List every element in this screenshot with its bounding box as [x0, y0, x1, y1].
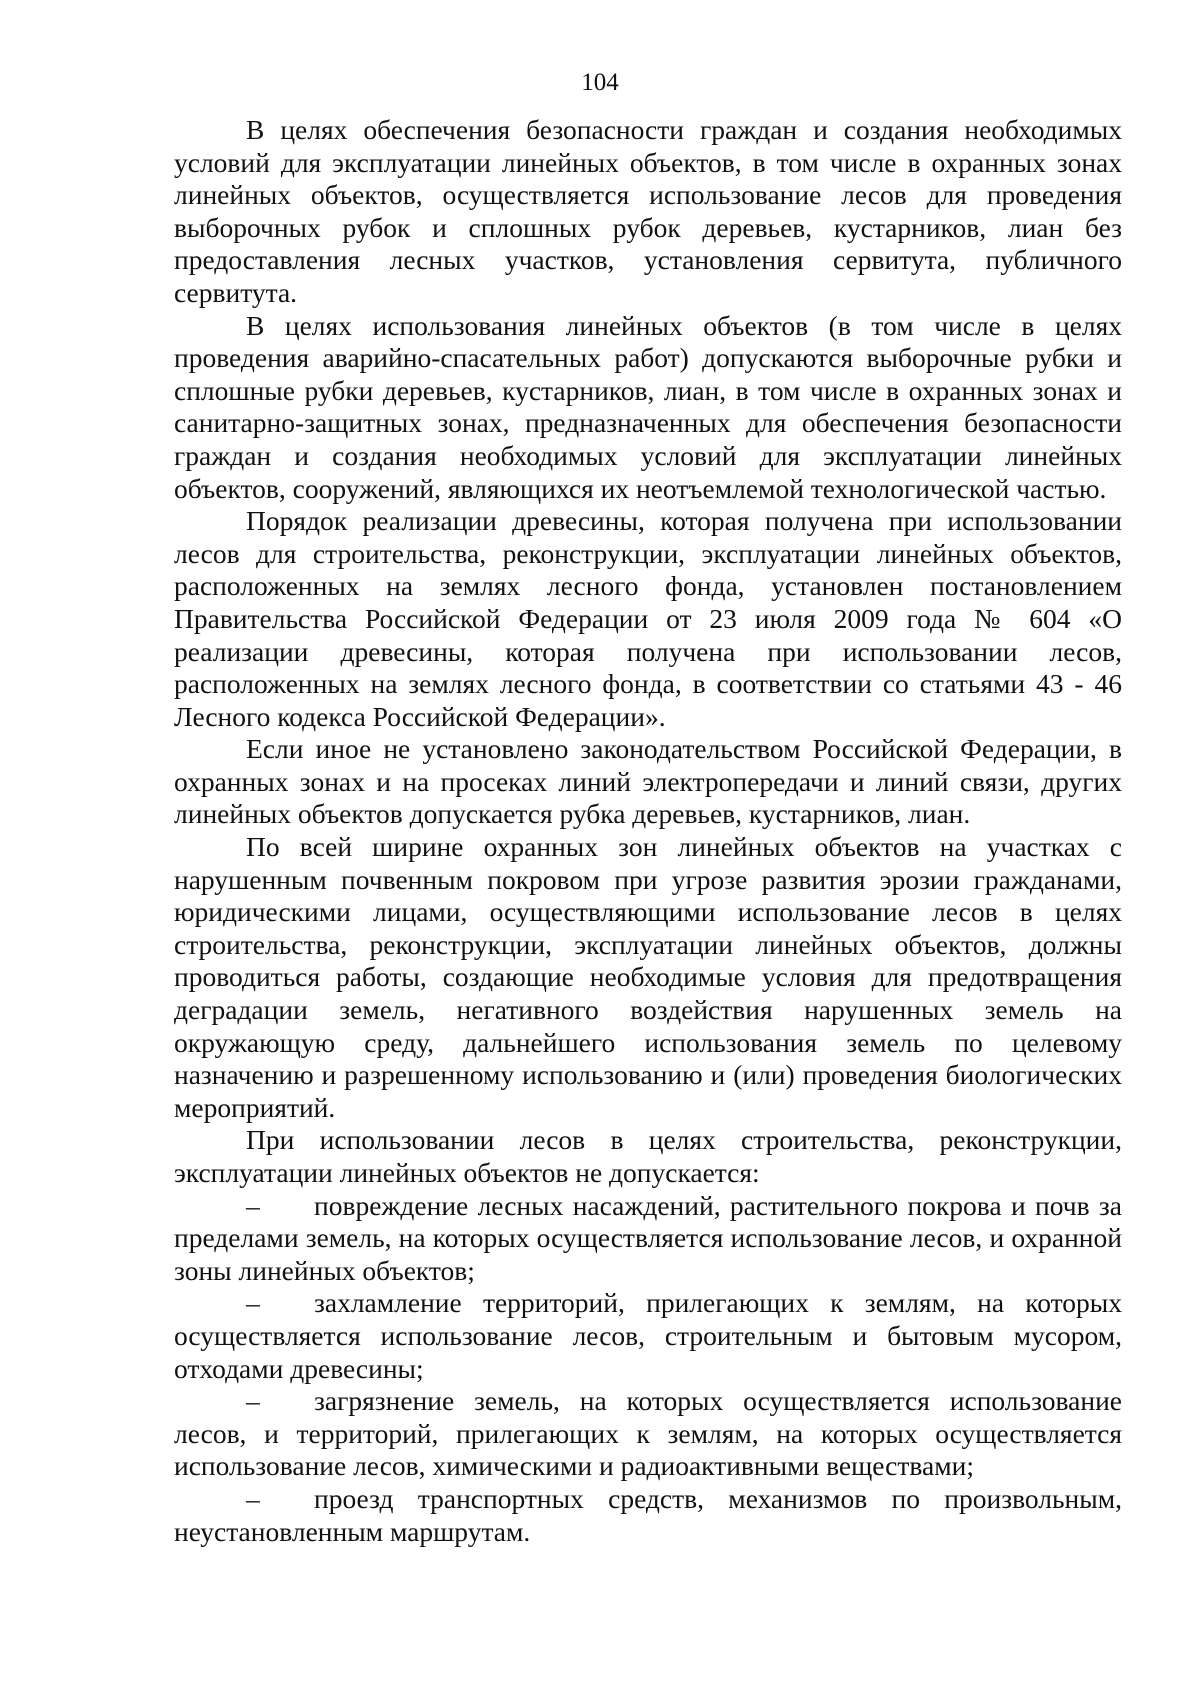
- list-item: [174, 1287, 1122, 1385]
- dash-marker: –: [246, 1287, 260, 1319]
- document-body: [174, 114, 1122, 1548]
- list-item-text: проезд транспортных средств, механизмов по произвольным, неустановленным маршрутам.: [174, 1482, 1122, 1547]
- list-item: [174, 1385, 1122, 1483]
- list-item-text: загрязнение земель, на которых осуществляется использование лесов, и территорий, прилегающих к землям, на которых осуществляется использование лесов, химическими и радиоактивными веществами;: [174, 1385, 1122, 1482]
- dash-marker: –: [246, 1189, 260, 1221]
- list-item-text: повреждение лесных насаждений, растительного покрова и почв за пределами земель, на которых осуществляется использование лесов, и охранной зоны линейных объектов;: [174, 1189, 1122, 1286]
- page-number: 104: [581, 69, 619, 96]
- paragraph: При использовании лесов в целях строительства, реконструкции, эксплуатации линейных объектов не допускается:: [174, 1124, 1122, 1188]
- list-item-text: захламление территорий, прилегающих к землям, на которых осуществляется использование лесов, строительным и бытовым мусором, отходами древесины;: [174, 1287, 1122, 1384]
- list-item: [174, 1190, 1122, 1288]
- dash-marker: –: [246, 1482, 260, 1514]
- paragraph: Если иное не установлено законодательством Российской Федерации, в охранных зонах и на просеках линий электропередачи и линий связи, других линейных объектов допускается рубка деревьев, кустарников, лиан.: [174, 733, 1122, 830]
- dash-marker: –: [246, 1385, 260, 1417]
- paragraph: По всей ширине охранных зон линейных объектов на участках с нарушенным почвенным покровом при угрозе развития эрозии гражданами, юридическими лицами, осуществляющими использование лесов в целях строительства, реконструкции, эксплуатации линейных объектов, должны проводиться работы, создающие необходимые условия для предотвращения деградации земель, негативного воздействия нарушенных земель на окружающую среду, дальнейшего использования земель по целевому назначению и разрешенному использованию и (или) проведения биологических мероприятий.: [174, 831, 1122, 1123]
- paragraph: В целях обеспечения безопасности граждан и создания необходимых условий для эксплуатации линейных объектов, в том числе в охранных зонах линейных объектов, осуществляется использование лесов для проведения выборочных рубок и сплошных рубок деревьев, кустарников, лиан без предоставления лесных участков, установления сервитута, публичного сервитута.: [174, 114, 1122, 308]
- list-item: [174, 1483, 1122, 1548]
- paragraph: В целях использования линейных объектов (в том числе в целях проведения аварийно-спасательных работ) допускаются выборочные рубки и сплошные рубки деревьев, кустарников, лиан, в том числе в охранных зонах и санитарно-защитных зонах, предназначенных для обеспечения безопасности граждан и создания необходимых условий для эксплуатации линейных объектов, сооружений, являющихся их неотъемлемой технологической частью.: [174, 309, 1122, 504]
- paragraph: Порядок реализации древесины, которая получена при использовании лесов для строительства, реконструкции, эксплуатации линейных объектов, расположенных на землях лесного фонда, установлен постановлением Правительства Российской Федерации от 23 июля 2009 года № 604 «О реализации древесины, которая получена при использовании лесов, расположенных на землях лесного фонда, в соответствии со статьями 43 - 46 Лесного кодекса Российской Федерации».: [174, 505, 1122, 732]
